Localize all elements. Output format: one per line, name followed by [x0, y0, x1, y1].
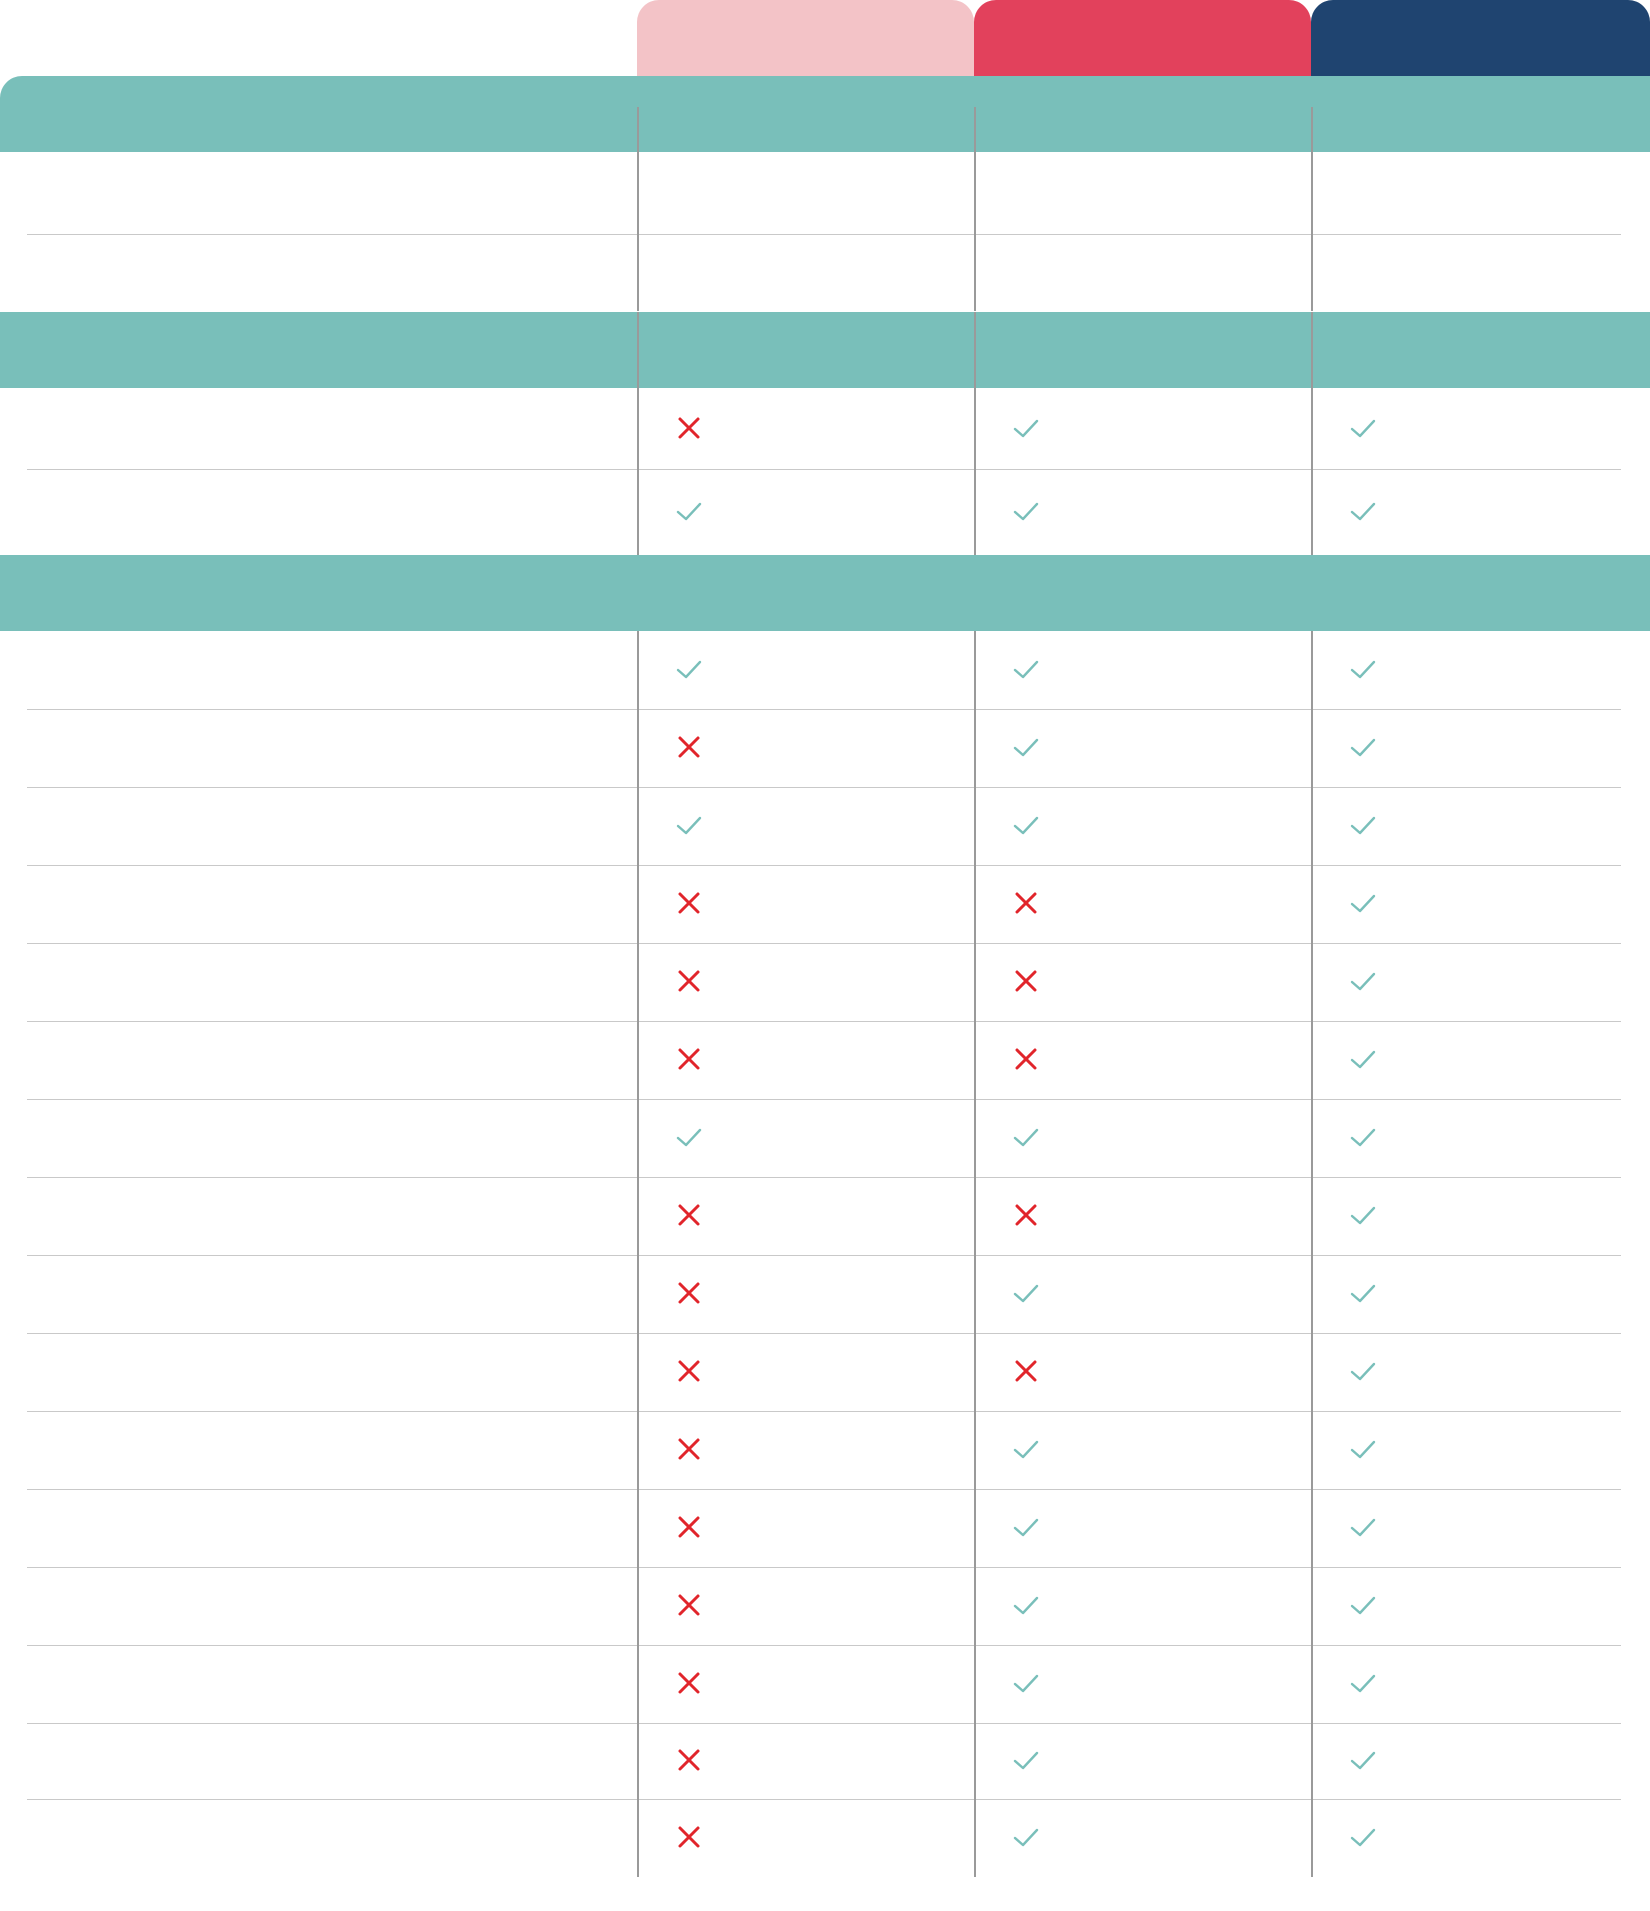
check-icon	[1349, 1746, 1377, 1774]
check-icon	[1349, 1591, 1377, 1619]
column-divider	[974, 107, 976, 311]
check-icon	[1012, 1279, 1040, 1307]
check-icon	[1349, 967, 1377, 995]
check-icon	[1012, 655, 1040, 683]
column-divider	[637, 107, 639, 311]
check-icon	[1012, 1123, 1040, 1151]
check-icon	[1349, 414, 1377, 442]
plan-header-truly-advanced	[974, 0, 1311, 76]
check-icon	[1012, 733, 1040, 761]
cross-icon	[1012, 1357, 1040, 1385]
column-divider	[974, 631, 976, 1877]
table-row	[27, 1099, 1621, 1178]
cross-icon	[675, 1435, 703, 1463]
table-row	[27, 1411, 1621, 1490]
check-icon	[675, 1123, 703, 1151]
table-row	[27, 1645, 1621, 1724]
column-divider	[1311, 107, 1313, 311]
check-icon	[1012, 1435, 1040, 1463]
cross-icon	[675, 733, 703, 761]
column-divider	[1311, 631, 1313, 1877]
table-row	[27, 1567, 1621, 1646]
table-row	[27, 1723, 1621, 1800]
cross-icon	[1012, 889, 1040, 917]
check-icon	[1012, 414, 1040, 442]
plan-header-truly-core	[637, 0, 974, 76]
check-icon	[1012, 1591, 1040, 1619]
cross-icon	[675, 1591, 703, 1619]
cross-icon	[675, 1045, 703, 1073]
check-icon	[675, 655, 703, 683]
section-band	[0, 312, 1650, 388]
table-row	[27, 1255, 1621, 1334]
column-divider	[637, 631, 639, 1877]
check-icon	[1349, 1435, 1377, 1463]
cross-icon	[675, 1513, 703, 1541]
section-band	[0, 76, 1650, 152]
cross-icon	[1012, 1201, 1040, 1229]
cross-icon	[675, 1201, 703, 1229]
check-icon	[1349, 1823, 1377, 1851]
check-icon	[1012, 1746, 1040, 1774]
cross-icon	[1012, 967, 1040, 995]
plan-header-truly-premium	[1311, 0, 1650, 76]
table-row	[27, 388, 1621, 470]
table-row	[27, 631, 1621, 710]
table-row	[27, 709, 1621, 788]
table-row	[27, 943, 1621, 1022]
table-row	[27, 469, 1621, 555]
section-band	[0, 555, 1650, 631]
check-icon	[1349, 733, 1377, 761]
cross-icon	[675, 889, 703, 917]
check-icon	[1349, 1201, 1377, 1229]
table-row	[27, 1799, 1621, 1877]
column-divider	[1311, 312, 1313, 555]
column-divider	[974, 312, 976, 555]
cross-icon	[675, 1746, 703, 1774]
column-divider	[637, 312, 639, 555]
cross-icon	[1012, 1045, 1040, 1073]
cross-icon	[675, 414, 703, 442]
check-icon	[1012, 1823, 1040, 1851]
table-row	[27, 865, 1621, 944]
cross-icon	[675, 1357, 703, 1385]
cross-icon	[675, 1669, 703, 1697]
check-icon	[675, 497, 703, 525]
cross-icon	[675, 967, 703, 995]
check-icon	[1349, 1513, 1377, 1541]
check-icon	[1012, 497, 1040, 525]
check-icon	[1012, 1513, 1040, 1541]
check-icon	[1012, 811, 1040, 839]
check-icon	[1349, 1669, 1377, 1697]
check-icon	[1349, 811, 1377, 839]
cross-icon	[675, 1823, 703, 1851]
check-icon	[675, 811, 703, 839]
check-icon	[1349, 1279, 1377, 1307]
cross-icon	[675, 1279, 703, 1307]
check-icon	[1349, 1357, 1377, 1385]
table-row	[27, 1489, 1621, 1568]
table-row	[27, 234, 1621, 311]
check-icon	[1349, 497, 1377, 525]
table-row	[27, 1177, 1621, 1256]
table-row	[27, 1021, 1621, 1100]
table-row	[27, 787, 1621, 866]
check-icon	[1349, 1123, 1377, 1151]
check-icon	[1349, 889, 1377, 917]
table-row	[27, 152, 1621, 235]
table-row	[27, 1333, 1621, 1412]
check-icon	[1349, 655, 1377, 683]
check-icon	[1012, 1669, 1040, 1697]
check-icon	[1349, 1045, 1377, 1073]
